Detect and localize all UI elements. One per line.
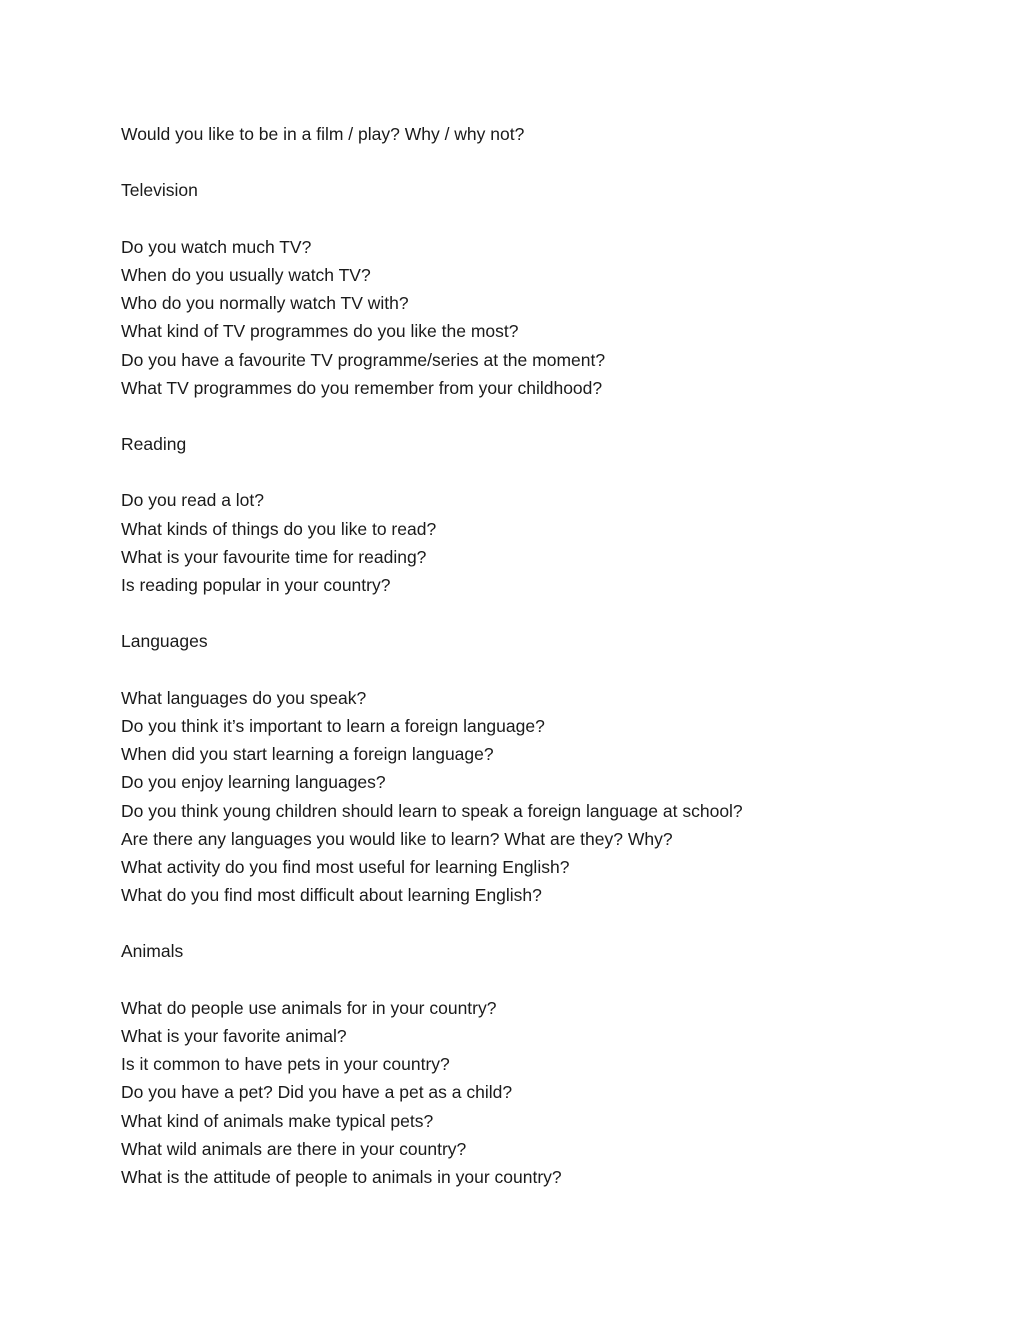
paragraph-gap (121, 458, 981, 486)
question-line: Do you think young children should learn to speak a foreign language at school? (121, 800, 743, 821)
paragraph-gap (121, 205, 981, 233)
section-heading-reading: Reading (121, 434, 187, 455)
question-line: When did you start learning a foreign language? (121, 744, 494, 765)
question-line: Do you enjoy learning languages? (121, 772, 386, 793)
paragraph-gap (121, 966, 981, 994)
question-line: What is your favorite animal? (121, 1026, 347, 1046)
question-line: Do you have a favourite TV programme/series at the moment? (121, 349, 606, 370)
question-line: What wild animals are there in your country? (121, 1138, 467, 1159)
paragraph-gap (121, 656, 981, 684)
question-line: Who do you normally watch TV with? (121, 293, 409, 314)
question-line: Is reading popular in your country? (121, 575, 391, 595)
question-line: What TV programmes do you remember from your childhood? (121, 377, 603, 398)
question-line: What languages do you speak? (121, 687, 367, 708)
paragraph-gap (121, 402, 981, 430)
intro-question: Would you like to be in a film / play? Why / why not? (121, 124, 525, 144)
paragraph-gap (121, 909, 981, 937)
paragraph-gap (121, 148, 981, 176)
question-line: What is the attitude of people to animals in your country? (121, 1166, 562, 1187)
question-line: What kind of TV programmes do you like the most? (121, 321, 519, 342)
question-line: Is it common to have pets in your country? (121, 1054, 450, 1075)
question-line: What kinds of things do you like to read? (121, 518, 437, 539)
question-line: Are there any languages you would like to learn? What are they? Why? (121, 828, 673, 849)
question-line: Do you read a lot? (121, 490, 265, 511)
question-line: What activity do you find most useful for learning English? (121, 856, 570, 877)
question-line: What do people use animals for in your country? (121, 997, 497, 1018)
question-line: What do you find most difficult about learning English? (121, 885, 542, 906)
question-line: When do you usually watch TV? (121, 264, 371, 285)
question-line: Do you have a pet? Did you have a pet as a child? (121, 1082, 513, 1103)
section-heading-animals: Animals (121, 941, 184, 962)
paragraph-gap (121, 599, 981, 627)
question-line: Do you think it’s important to learn a foreign language? (121, 715, 545, 736)
question-line: What is your favourite time for reading? (121, 546, 427, 567)
section-heading-television: Television (121, 180, 198, 201)
document-body (121, 120, 981, 1191)
section-heading-languages: Languages (121, 631, 208, 652)
question-line: What kind of animals make typical pets? (121, 1110, 434, 1131)
question-line: Do you watch much TV? (121, 236, 312, 257)
